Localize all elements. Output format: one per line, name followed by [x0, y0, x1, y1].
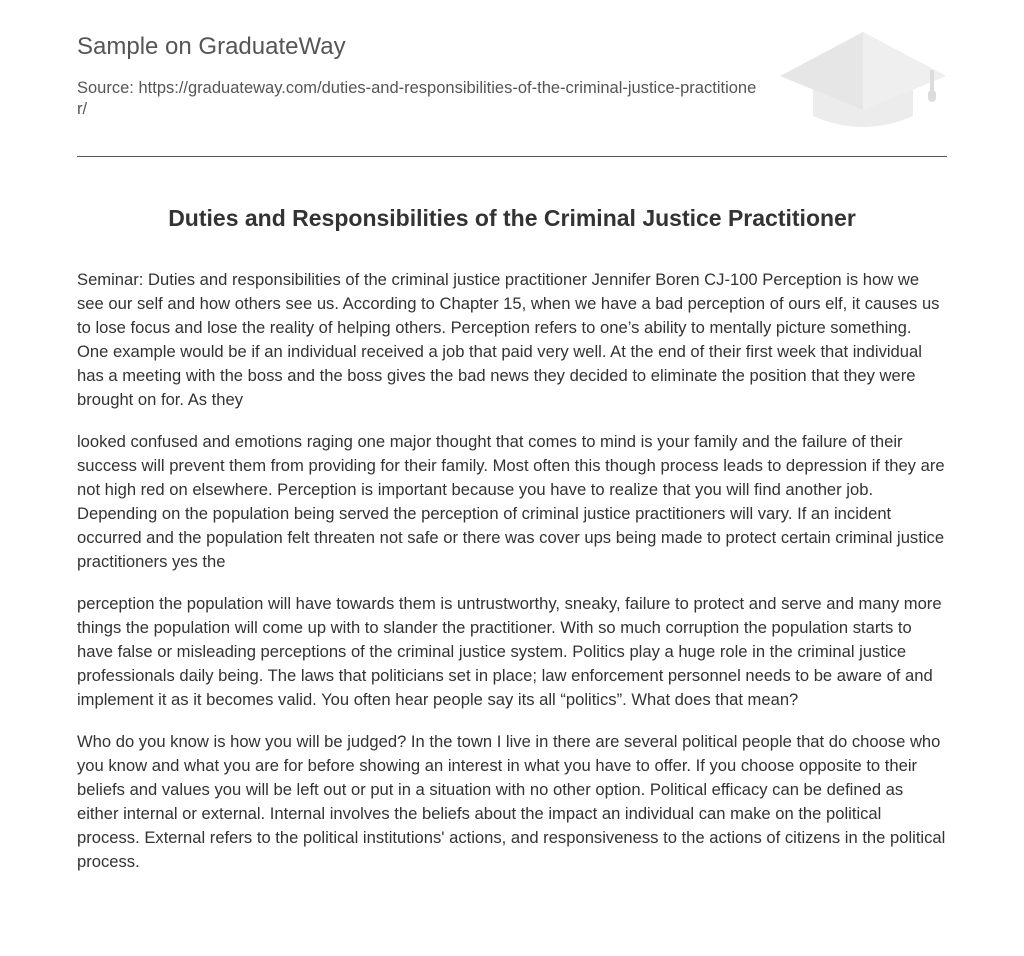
- paragraph: looked confused and emotions raging one major thought that comes to mind is your family and the failure of their success will prevent them from providing for their family. Most often this though process leads to depression if they are not high red on elsewhere. Perception is important because you have to realize that you will find another job. Depending on the population being served the perception of criminal justice practitioners will vary. If an incident occurred and the population felt threaten not safe or there was cover ups being made to protect certain criminal justice practitioners yes the: [77, 432, 945, 571]
- header: [77, 0, 947, 157]
- document-title: Duties and Responsibilities of the Criminal Justice Practitioner: [168, 205, 856, 231]
- paragraph: Seminar: Duties and responsibilities of the criminal justice practitioner Jennifer Boren CJ-100 Perception is how we see our self and how others see us. According to Chapter 15, when we have a bad perception of ours elf, it causes us to lose focus and lose the reality of helping others. Perception refers to one’s ability to mentally picture something. One example would be if an individual received a job that paid very well. At the end of their first week that individual has a meeting with the boss and the boss gives the bad news they decided to eliminate the position that they were brought on for. As they: [77, 270, 940, 409]
- paragraph: perception the population will have towards them is untrustworthy, sneaky, failure to protect and serve and many more things the population will come up with to slander the practitioner. With so much corruption the population starts to have false or misleading perceptions of the criminal justice system. Politics play a huge role in the criminal justice professionals daily being. The laws that politicians set in place; law enforcement personnel needs to be aware of and implement it as it becomes valid. You often hear people say its all “politics”. What does that mean?: [77, 594, 942, 709]
- source-link[interactable]: https://graduateway.com/duties-and-responsibilities-of-the-criminal-justice-practitioner/: [77, 79, 757, 118]
- site-title: Sample on GraduateWay: [77, 33, 346, 60]
- paragraph: Who do you know is how you will be judged? In the town I live in there are several political people that do choose who you know and what you are for before showing an interest in what you have to offer. If you choose opposite to their beliefs and values you will be left out or put in a situation with no other option. Political efficacy can be defined as either internal or external. Internal involves the beliefs about the impact an individual can make on the political process. External refers to the political institutions' actions, and responsiveness to the actions of citizens in the political process.: [77, 732, 946, 871]
- document-body: [77, 268, 947, 892]
- source-label: Source:: [77, 79, 134, 97]
- source-line: [77, 78, 757, 120]
- page: [77, 0, 947, 871]
- graduation-cap-icon: [780, 30, 946, 134]
